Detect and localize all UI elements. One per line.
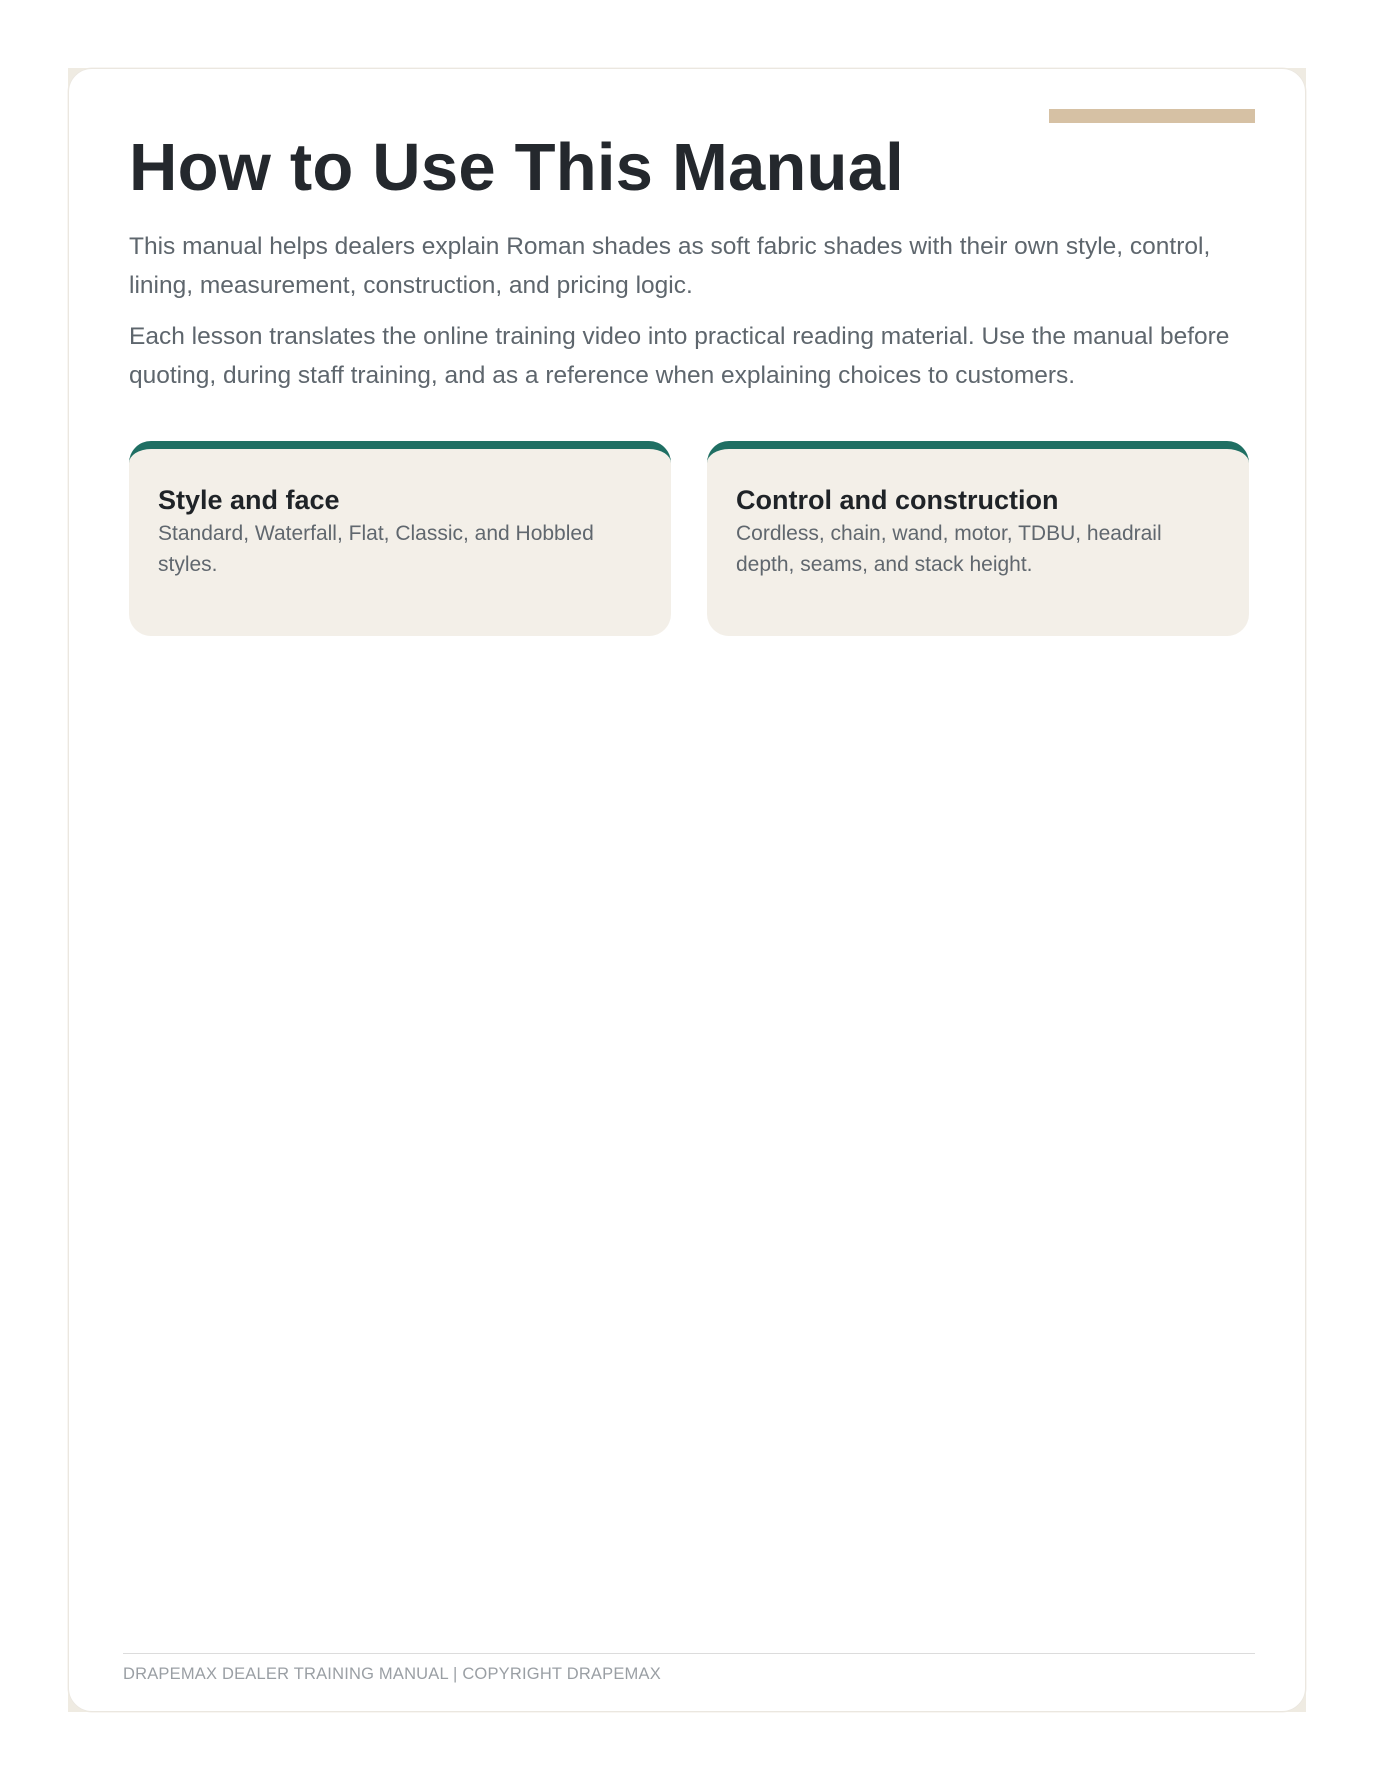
feature-card-control-and-construction (707, 441, 1249, 636)
card-description: Standard, Waterfall, Flat, Classic, and Hobbled styles. (158, 522, 594, 576)
card-title: Control and construction (736, 485, 1059, 515)
accent-bar (1049, 109, 1255, 123)
footer-divider (123, 1653, 1255, 1654)
intro-paragraph-1: This manual helps dealers explain Roman shades as soft fabric shades with their own style, control, lining, measurement, construction, and pricing logic. (129, 233, 1211, 299)
footer-text: DRAPEMAX DEALER TRAINING MANUAL | COPYRIGHT DRAPEMAX (123, 1665, 661, 1683)
intro-paragraph-2: Each lesson translates the online training video into practical reading material. Use the manual before quoting, during staff training, and as a reference when explaining choices to customers. (129, 323, 1230, 389)
feature-card-style-and-face (129, 441, 671, 636)
page-card (68, 68, 1306, 1712)
card-title: Style and face (158, 485, 340, 515)
card-description: Cordless, chain, wand, motor, TDBU, headrail depth, seams, and stack height. (736, 522, 1162, 576)
page-title: How to Use This Manual (129, 130, 904, 205)
